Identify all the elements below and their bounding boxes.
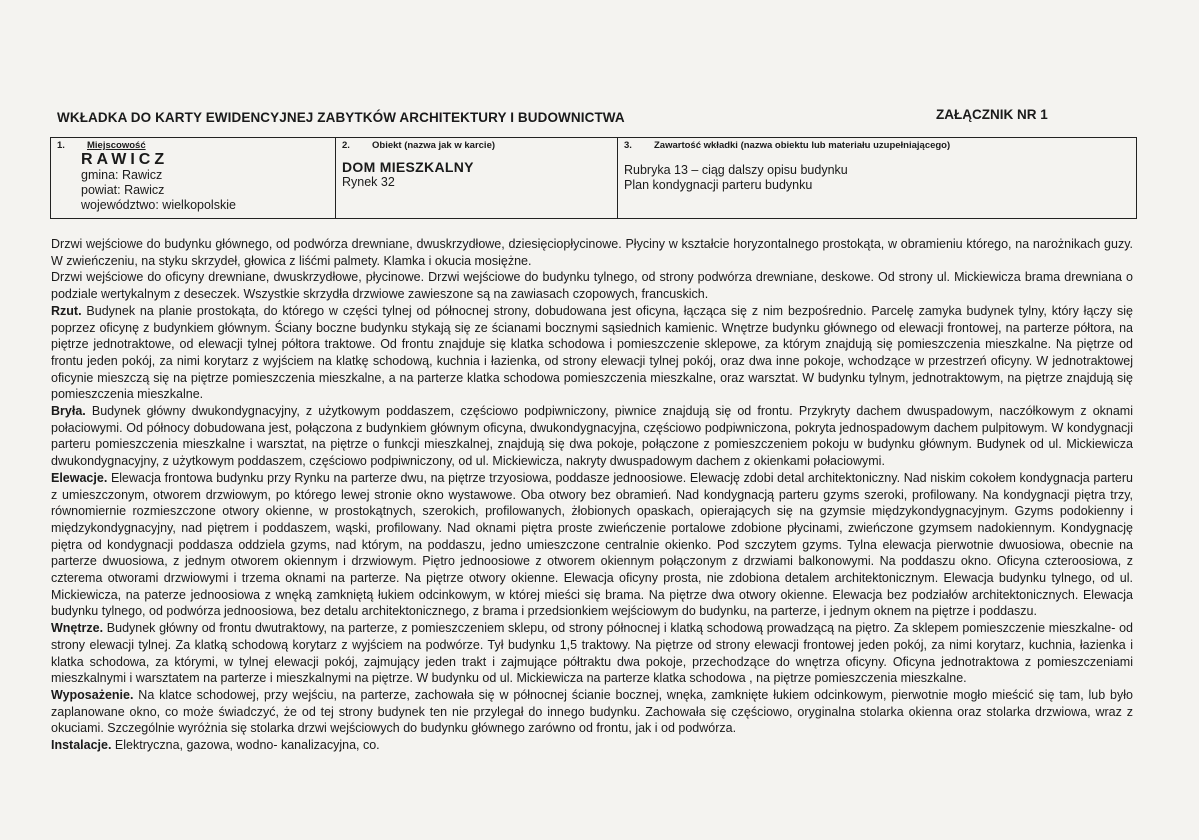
location-heading-label: Miejscowość — [87, 140, 146, 151]
object-heading — [342, 140, 611, 151]
wnetrze-label: Wnętrze. — [51, 621, 104, 636]
document-title: WKŁADKA DO KARTY EWIDENCYJNEJ ZABYTKÓW ARCHITEKTURY I BUDOWNICTWA — [57, 110, 625, 125]
gmina: gmina: Rawicz — [81, 168, 163, 182]
rzut-text: Budynek na planie prostokąta, do którego w części tylnej od północnej strony, dobudowana jest oficyna, łącząca się z nim bezpośrednio. Parcelę zamyka budynek tylny, który łączy się poprzez oficynę z budynkiem głównym. Ściany boczne budynku stykają się ze ścianami bocznymi sąsiednich kamienic. Wnętrze budynku głównego od elewacji frontowej, na parterze półtora, na piętrze jednotraktowe, od elewacji tylnej półtora traktowe. Od frontu znajduje się klatka schodowa i pomieszczenie sklepowe, za którym znajdują się pomieszczenia mieszkalne. Na piętrze od frontu jeden pokój, za nimi korytarz z wyjściem na klatkę schodową, kuchnia i łazienka, od strony elewacji tylnej pokój, oraz dwa inne pokoje, wchodzące w przestrzeń oficyny. W jednotraktowej oficynie mieszczą się na piętrze pomieszczenia mieszkalne, a na parterze klatka schodowa pomieszczenia mieszkalne, oraz warsztat. W budynku tylnym, jednotraktowym, na piętrze znajdują się pomieszczenia mieszkalne. — [51, 303, 1133, 402]
content-heading-label: Zawartość wkładki (nazwa obiektu lub materiału uzupełniającego) — [654, 140, 951, 151]
location-heading — [57, 140, 329, 151]
location-cell — [51, 138, 336, 219]
city-name: RAWICZ — [81, 151, 169, 168]
description-body — [51, 236, 1133, 792]
rzut-label: Rzut. — [51, 303, 82, 318]
object-name: DOM MIESZKALNY — [342, 159, 474, 175]
wyposazenie-label: Wyposażenie. — [51, 687, 134, 702]
object-number: 2. — [342, 140, 350, 151]
content-number: 3. — [624, 140, 632, 151]
paragraph-bryla — [51, 403, 1133, 470]
content-heading — [624, 140, 1130, 151]
paragraph-wnetrze — [51, 620, 1133, 687]
wnetrze-text: Budynek główny od frontu dwutraktowy, na parterze, z pomieszczeniem sklepu, od strony północnej i klatką schodową prowadzącą na piętro. Za sklepem pomieszczenie mieszkalne- od strony elewacji tylnej. Za klatką schodową korytarz z wyjściem na podwórze. Tył budynku 1,5 traktowy. Na piętrze od strony elewacji frontowej jeden pokój, za nimi korytarz, kuchnia, łazienka i klatka schodowa, za którymi, w tylnej elewacji pokój, zajmujący jeden trakt i zajmujące półtraktu dwa pokoje, przechodzące do wnętrza oficyny. Oficyna jednotraktowa z pomieszczeniami mieszkalnymi i warsztatem na parterze i mieszkalnymi na piętrze. W budynku od ul. Mickiewicza na parterze klatka schodowa , na piętrze pomieszczenia mieszkalne. — [51, 621, 1133, 686]
wyposazenie-text: Na klatce schodowej, przy wejściu, na parterze, zachowała się w północnej ścianie bocznej, wnęka, zamknięte łukiem odcinkowym, pierwotnie mogło mieścić się tam, lub było zaplanowane okno, co może świadczyć, że od tej strony budynek ten nie przylegał do innego budynku. Zachowała się częściowo, oryginalna stolarka okienna oraz stolarka drzwiowa, wraz z okuciami. Szczególnie wyróżnia się stolarka drzwi wejściowych do budynku głównego zarówno od frontu, jak i od podwórza. — [51, 687, 1133, 736]
paragraph-wyposazenie — [51, 687, 1133, 737]
content-line-1: Rubryka 13 – ciąg dalszy opisu budynku — [624, 163, 848, 177]
annex-number: ZAŁĄCZNIK NR 1 — [936, 107, 1048, 122]
info-table — [50, 137, 1137, 219]
wojewodztwo: województwo: wielkopolskie — [81, 198, 236, 212]
paragraph-rzut — [51, 303, 1133, 403]
content-line-2: Plan kondygnacji parteru budynku — [624, 178, 813, 192]
paragraph-entrance-doors: Drzwi wejściowe do budynku głównego, od podwórza drewniane, dwuskrzydłowe, dziesięciopłycinowe. Płyciny w kształcie horyzontalnego prostokąta, w obramieniu którego, na narożnikach guzy. W zwieńczeniu, na styku skrzydeł, głowica z liśćmi palmety. Klamka i okucia mosiężne. — [51, 237, 1133, 268]
paragraph-elewacje — [51, 470, 1133, 620]
elewacje-text: Elewacja frontowa budynku przy Rynku na parterze dwu, na piętrze trzyosiowa, poddasze jednoosiowe. Elewację zdobi detal architektoniczny. Nad niskim cokołem kondygnacja parteru z umieszczonym, otworem drzwiowym, po którego lewej stronie okno wystawowe. Oba otwory bez obramień. Nad kondygnacją parteru gzyms szeroki, profilowany. Na kondygnacji piętra trzy, równomiernie rozmieszczone otwory okienne, w prostokątnych, szerokich, profilowanych, żłobionych opaskach, opierających się na gzymsie międzykondygnacyjnym. Gzyms podokienny i międzykondygnacyjny, nad piętrem i poddaszem, wąski, profilowany. Nad oknami piętra proste zwieńczenie portalowe zdobione płycinami, zwieńczone gzymsem nadokiennym. Kondygnację piętra od kondygnacji poddasza oddziela gzyms, nad którym, na poddaszu, jedno umieszczone centralnie okienko. Pod szczytem gzyms. Tylna elewacja pierwotnie dwuosiowa, obecnie na parterze dwuosiowa, z jednym otworem okiennym i drzwiowym. Piętro jednoosiowe z otworem okiennym połączonym z drzwiami balkonowymi. Na poddaszu okno. Oficyna czteroosiowa, z czterema otworami drzwiowymi i trzema oknami na parterze. Na piętrze otwory okienne. Elewacja oficyny prosta, nie zdobiona detalem architektonicznym. Elewacja budynku tylnego, od ul. Mickiewicza, na paterze jednoosiowa z wnęką zamkniętą łukiem odcinkowym, w której mieści się brama. Na piętrze dwa otwory okienne. Elewacja bez podziałów architektonicznych. Elewacja budynku tylnego, od podwórza jednoosiowa, bez detalu architektonicznego, z brama i przedsionkiem wejściowym do budynku, na parterze, i jednym oknem na piętrze i poddaszu. — [51, 470, 1133, 619]
bryla-text: Budynek główny dwukondygnacyjny, z użytkowym poddaszem, częściowo podpiwniczony, piwnice znajdują się od frontu. Przykryty dachem dwuspadowym, naczółkowym z oknami połaciowymi. Od północy dobudowana jest, połączona z budynkiem głównym oficyna, dwukondygnacyjna, częściowo podpiwniczona, pokryta jednospadowym dachem pulpitowym. W kondygnacji parteru pomieszczenia mieszkalne i warsztat, na piętrze o funkcji mieszkalnej, znajdują się dwa pokoje, połączone z pomieszczeniem pokoju w budynku głównym. Budynek od ul. Mickiewicza dwukondygnacyjny, z użytkowym poddaszem, częściowo podpiwniczony, od ul. Mickiewicza, nakryty dwuspadowym dachem z okienkami połaciowymi. — [51, 404, 1133, 469]
bryla-label: Bryła. — [51, 404, 86, 419]
instalacje-label: Instalacje. — [51, 738, 112, 753]
powiat: powiat: Rawicz — [81, 183, 165, 197]
object-address: Rynek 32 — [342, 175, 395, 189]
paragraph-instalacje — [51, 737, 1133, 754]
location-number: 1. — [57, 140, 65, 151]
object-heading-label: Obiekt (nazwa jak w karcie) — [372, 140, 496, 151]
content-cell — [618, 138, 1137, 219]
paragraph-oficyna-doors: Drzwi wejściowe do oficyny drewniane, dwuskrzydłowe, płycinowe. Drzwi wejściowe do budynku tylnego, od strony podwórza drewniane, deskowe. Od strony ul. Mickiewicza brama drewniana o podziale wertykalnym z deseczek. Wszystkie skrzydła drzwiowe zawieszone są na zawiasach czopowych, francuskich. — [51, 270, 1133, 302]
instalacje-text: Elektryczna, gazowa, wodno- kanalizacyjna, co. — [111, 738, 380, 753]
object-cell — [336, 138, 618, 219]
elewacje-label: Elewacje. — [51, 470, 108, 485]
